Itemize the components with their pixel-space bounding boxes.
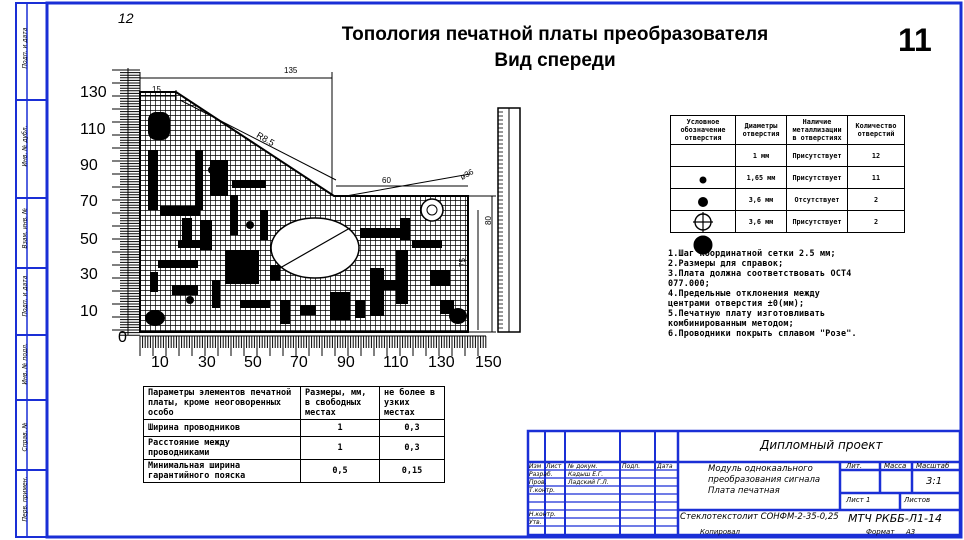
stamp-sheet: Лист 1	[846, 496, 871, 504]
top-left-mark: 12	[118, 10, 134, 26]
table-row: Ширина проводников 1 0,3	[144, 420, 445, 437]
hole-table-header: Диаметры отверстия	[736, 116, 787, 145]
hole-table	[670, 115, 905, 233]
parameters-table	[143, 386, 445, 483]
technical-notes	[668, 248, 958, 338]
x-axis-label: 30	[198, 354, 216, 371]
stamp-name: Ладский Г.Л.	[568, 479, 609, 486]
stamp-role: Дата	[657, 463, 673, 470]
title-line-1: Топология печатной платы преобразователя	[341, 24, 769, 45]
stamp-module: Модуль однокаального преобразования сигнала Плата печатная	[708, 464, 821, 496]
x-axis-label: 10	[151, 354, 169, 371]
stamp-role: Н.контр.	[529, 511, 556, 518]
table-row: 3,6 мм Отсутствует 2	[671, 189, 905, 211]
table-row: 1 мм Присутствует 12	[671, 145, 905, 167]
x-axis-label: 150	[475, 354, 502, 371]
stamp-project: Дипломный проект	[760, 438, 883, 452]
note-line: 3.Плата должна соответствовать ОСТ4	[668, 268, 852, 278]
side-label: Инв. № подл.	[21, 343, 29, 385]
hole-table-header: Наличие металлизации в отверстиях	[787, 116, 848, 145]
hole-table-header: Условное обозначение отверстия	[671, 116, 736, 145]
dim-hole: ø36	[458, 167, 476, 182]
table-row: Минимальная ширина гарантийного пояска 0,5 0,15	[144, 460, 445, 483]
y-axis-label: 50	[80, 231, 98, 248]
stamp-role: Подп.	[622, 463, 641, 470]
side-label: Подп. и дата	[21, 27, 29, 69]
stamp-scale: 3:1	[926, 476, 943, 487]
stamp-format-value: А3	[906, 528, 916, 536]
param-header: Параметры элементов печатной платы, кроме неоговоренных особо	[144, 387, 301, 420]
dim-width-top: 135	[284, 66, 298, 75]
page-number: 11	[898, 22, 932, 58]
note-line: 4.Предельные отклонения между	[668, 288, 821, 298]
stamp-format: Формат	[866, 528, 895, 536]
param-header: не более в узких местах	[380, 387, 445, 420]
note-line: 5.Печатную плату изготовливать	[668, 308, 826, 318]
stamp-col-lit: Лит.	[846, 462, 863, 470]
note-line: 6.Проводники покрыть сплавом "Розе".	[668, 328, 857, 338]
y-axis-label: 30	[80, 266, 98, 283]
x-axis-label: 130	[428, 354, 455, 371]
x-axis-label: 90	[337, 354, 355, 371]
stamp-role: Утв.	[529, 519, 542, 526]
x-axis-label: 110	[383, 354, 409, 371]
note-line: 2.Размеры для справок;	[668, 258, 784, 268]
stamp-name: Кадыш Е.Г.	[568, 471, 604, 478]
stamp-col-scale: Масштаб	[916, 462, 950, 470]
dim-height-total: 80	[483, 216, 493, 225]
y-axis-label: 0	[118, 329, 127, 346]
stamp-role: Лист	[546, 463, 562, 470]
side-label: Взам. инв. №	[21, 207, 29, 249]
stamp-role: Изм	[529, 463, 542, 470]
title-line-2: Вид спереди	[494, 50, 616, 71]
note-line: комбинированным методом;	[668, 318, 794, 328]
side-label: Перв. примен.	[21, 476, 29, 522]
dim-height-inner: 75	[457, 258, 467, 267]
note-line: 077.000;	[668, 278, 710, 288]
x-axis-label: 70	[290, 354, 308, 371]
table-row: 1,65 мм Присутствует 11	[671, 167, 905, 189]
stamp-sheets: Листов	[904, 496, 931, 504]
table-row: 3,6 мм Присутствует 2	[671, 211, 905, 233]
note-line: 1.Шаг координатной сетки 2.5 мм;	[668, 248, 836, 258]
stamp-col-mass: Масса	[884, 462, 907, 470]
side-label: Справ. №	[21, 422, 29, 452]
y-axis-label: 70	[80, 193, 98, 210]
stamp-role: № докум.	[568, 463, 598, 470]
dim-left-small: 15	[152, 85, 161, 94]
side-label: Подп. и дата	[21, 275, 29, 317]
y-axis-label: 10	[80, 303, 98, 320]
stamp-material: Стеклотекстолит СОНФМ-2-35-0,25	[680, 512, 839, 522]
y-axis-label: 130	[80, 84, 107, 101]
note-line: центрами отверстия ±0(мм);	[668, 298, 805, 308]
x-axis-label: 50	[244, 354, 262, 371]
y-axis-label: 110	[80, 121, 106, 138]
side-label: Инв. № дубл.	[21, 125, 29, 167]
y-axis-label: 90	[80, 157, 98, 174]
table-row: Расстояние между проводниками 1 0,3	[144, 437, 445, 460]
dim-diagonal: R8.5	[254, 129, 277, 149]
hole-table-header: Количество отверстий	[848, 116, 905, 145]
stamp-code: МТЧ РКББ-Л1-14	[848, 512, 942, 525]
dim-mid-width: 60	[382, 176, 391, 185]
page-title	[250, 22, 860, 74]
stamp-role: Пров.	[529, 479, 547, 486]
stamp-copied: Копировал	[700, 528, 740, 536]
stamp-role: Разраб.	[529, 471, 553, 478]
param-header: Размеры, мм, в свободных местах	[301, 387, 380, 420]
stamp-role: Т.контр.	[529, 487, 556, 494]
